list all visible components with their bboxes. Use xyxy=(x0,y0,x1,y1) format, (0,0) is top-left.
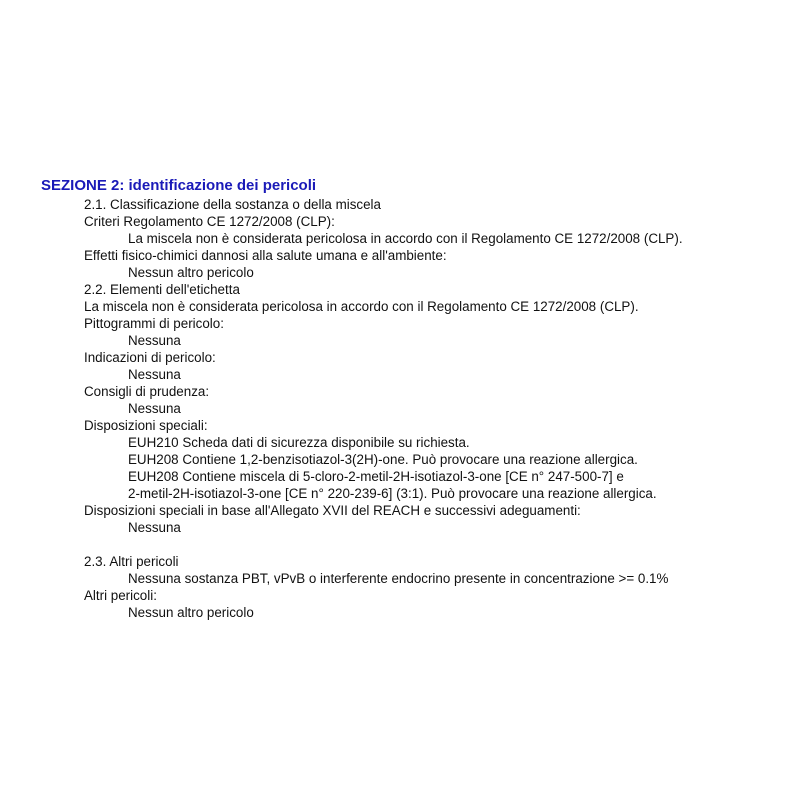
subsection-2-3-heading: 2.3. Altri pericoli xyxy=(84,554,179,569)
effects-value: Nessun altro pericolo xyxy=(128,265,254,280)
hazard-statements-value: Nessuna xyxy=(128,367,181,382)
hazard-statements-label: Indicazioni di pericolo: xyxy=(84,350,216,365)
pictograms-label: Pittogrammi di pericolo: xyxy=(84,316,224,331)
criteria-value: La miscela non è considerata pericolosa in accordo con il Regolamento CE 1272/2008 (CLP). xyxy=(128,231,683,246)
pbt-vpvb-statement: Nessuna sostanza PBT, vPvB o interferente endocrino presente in concentrazione >= 0.1% xyxy=(128,571,669,586)
precautionary-value: Nessuna xyxy=(128,401,181,416)
other-hazards-value: Nessun altro pericolo xyxy=(128,605,254,620)
criteria-label: Criteri Regolamento CE 1272/2008 (CLP): xyxy=(84,214,335,229)
euh210-statement: EUH210 Scheda dati di sicurezza disponibile su richiesta. xyxy=(128,435,470,450)
subsection-2-2-heading: 2.2. Elementi dell'etichetta xyxy=(84,282,240,297)
effects-label: Effetti fisico-chimici dannosi alla salute umana e all'ambiente: xyxy=(84,248,447,263)
other-hazards-label: Altri pericoli: xyxy=(84,588,157,603)
euh208-statement-1: EUH208 Contiene 1,2-benzisotiazol-3(2H)-one. Può provocare una reazione allergica. xyxy=(128,452,638,467)
precautionary-label: Consigli di prudenza: xyxy=(84,384,210,399)
subsection-2-1-heading: 2.1. Classificazione della sostanza o della miscela xyxy=(84,197,381,212)
pictograms-value: Nessuna xyxy=(128,333,181,348)
reach-provisions-value: Nessuna xyxy=(128,520,181,535)
euh208-statement-2: EUH208 Contiene miscela di 5-cloro-2-metil-2H-isotiazol-3-one [CE n° 247-500-7] e xyxy=(128,469,624,484)
section-title: SEZIONE 2: identificazione dei pericoli xyxy=(41,177,317,194)
label-elements-statement: La miscela non è considerata pericolosa in accordo con il Regolamento CE 1272/2008 (CLP). xyxy=(84,299,639,314)
euh208-statement-2-continued: 2-metil-2H-isotiazol-3-one [CE n° 220-239-6] (3:1). Può provocare una reazione allergica. xyxy=(128,486,657,501)
special-provisions-label: Disposizioni speciali: xyxy=(84,418,208,433)
reach-provisions-label: Disposizioni speciali in base all'Allegato XVII del REACH e successivi adeguamenti: xyxy=(84,503,581,518)
